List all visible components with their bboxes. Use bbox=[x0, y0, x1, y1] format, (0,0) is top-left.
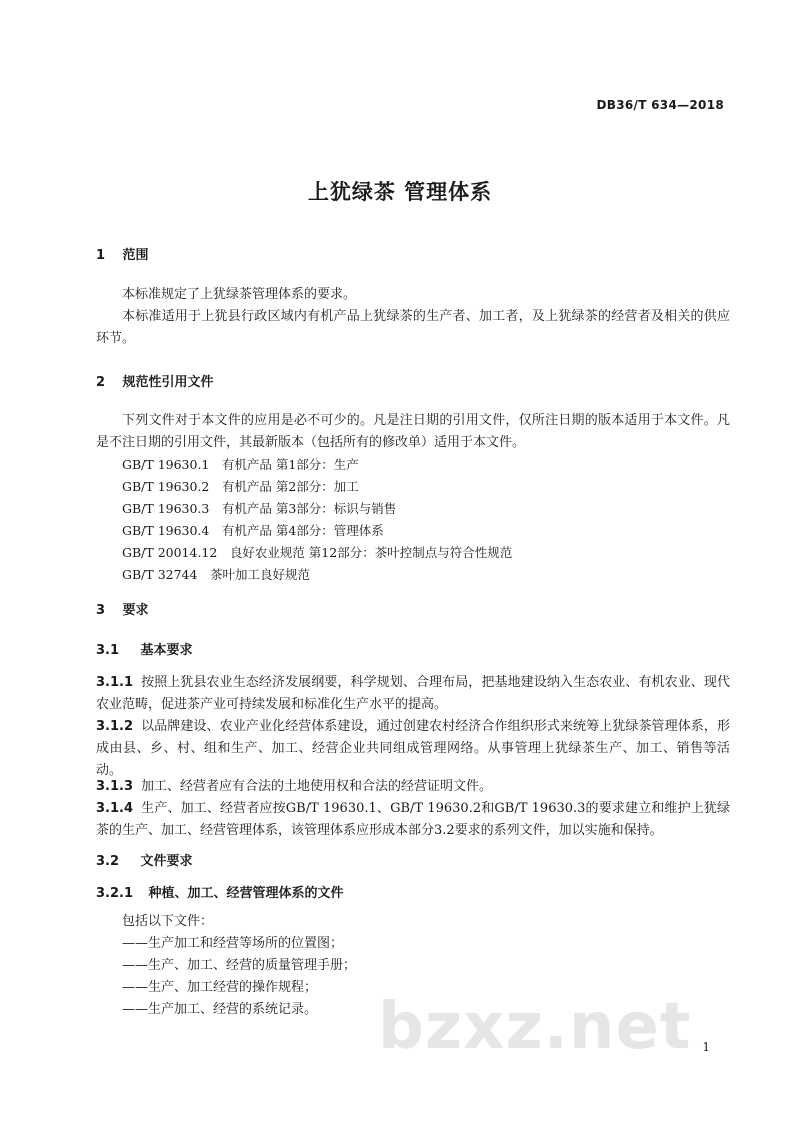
list-item: ——生产、加工经营的操作规程； bbox=[122, 980, 318, 995]
reference-item: GB/T 19630.2 有机产品 第2部分：加工 bbox=[122, 479, 359, 494]
watermark: bzxz.net bbox=[378, 990, 692, 1064]
subsection-title: 种植、加工、经营管理体系的文件 bbox=[148, 886, 344, 901]
page-number: 1 bbox=[702, 1040, 710, 1054]
document-code: DB36/T 634—2018 bbox=[596, 98, 724, 112]
scope-paragraph-2: 本标准适用于上犹县行政区域内有机产品上犹绿茶的生产者、加工者，及上犹绿茶的经营者及相关的供应环节。 bbox=[96, 309, 730, 346]
list-item: ——生产、加工、经营的质量管理手册； bbox=[122, 958, 357, 973]
subsection-title: 文件要求 bbox=[140, 854, 193, 869]
section-2-heading bbox=[96, 371, 214, 390]
subsection-3-2-heading bbox=[96, 850, 193, 869]
clause-3-1-2 bbox=[96, 716, 730, 782]
subsection-3-2-1-heading bbox=[96, 882, 344, 901]
subsection-number: 3.1 bbox=[96, 643, 120, 658]
list-item: ——生产加工和经营等场所的位置图； bbox=[122, 936, 344, 951]
reference-item: GB/T 19630.3 有机产品 第3部分：标识与销售 bbox=[122, 501, 397, 516]
clause-text: 生产、加工、经营者应按GB/T 19630.1、GB/T 19630.2和GB/T 19630.3的要求建立和维护上犹绿茶的生产、加工、经营管理体系，该管理体系应形成本部分3.2要求的系列文件，加以实施和保持。 bbox=[96, 801, 730, 838]
clause-number: 3.1.3 bbox=[96, 779, 134, 794]
clause-number: 3.1.2 bbox=[96, 719, 134, 734]
section-3-heading bbox=[96, 599, 149, 618]
clause-text: 以品牌建设、农业产业化经营体系建设，通过创建农村经济合作组织形式来统筹上犹绿茶管理体系，形成由县、乡、村、组和生产、加工、经营企业共同组成管理网络。从事管理上犹绿茶生产、加工、销售等活动。 bbox=[96, 719, 730, 778]
reference-item: GB/T 19630.1 有机产品 第1部分：生产 bbox=[122, 457, 359, 472]
section-number: 3 bbox=[96, 603, 106, 618]
reference-item: GB/T 19630.4 有机产品 第4部分：管理体系 bbox=[122, 523, 384, 538]
document-title: 上犹绿茶 管理体系 bbox=[307, 180, 493, 204]
subsection-title: 基本要求 bbox=[140, 643, 193, 658]
list-item: ——生产加工、经营的系统记录。 bbox=[122, 1002, 318, 1017]
section-number: 1 bbox=[96, 248, 106, 263]
reference-item: GB/T 20014.12 良好农业规范 第12部分：茶叶控制点与符合性规范 bbox=[122, 545, 513, 560]
clause-3-1-1 bbox=[96, 672, 730, 716]
section-1-heading bbox=[96, 244, 149, 263]
section-number: 2 bbox=[96, 375, 106, 390]
reference-item: GB/T 32744 茶叶加工良好规范 bbox=[122, 567, 310, 582]
clause-3-1-3 bbox=[96, 776, 730, 798]
list-intro: 包括以下文件： bbox=[122, 914, 214, 929]
clause-number: 3.1.4 bbox=[96, 801, 134, 816]
subsection-number: 3.2 bbox=[96, 854, 120, 869]
section-title: 规范性引用文件 bbox=[122, 375, 214, 390]
clause-number: 3.1.1 bbox=[96, 675, 134, 690]
clause-3-1-4 bbox=[96, 798, 730, 842]
references-paragraph: 下列文件对于本文件的应用是必不可少的。凡是注日期的引用文件，仅所注日期的版本适用于本文件。凡是不注日期的引用文件，其最新版本（包括所有的修改单）适用于本文件。 bbox=[96, 413, 730, 450]
section-title: 要求 bbox=[122, 603, 149, 618]
section-title: 范围 bbox=[122, 248, 149, 263]
subsection-number: 3.2.1 bbox=[96, 886, 134, 901]
subsection-3-1-heading bbox=[96, 639, 193, 658]
clause-text: 加工、经营者应有合法的土地使用权和合法的经营证明文件。 bbox=[141, 779, 493, 794]
scope-paragraph-1: 本标准规定了上犹绿茶管理体系的要求。 bbox=[122, 287, 357, 302]
clause-text: 按照上犹县农业生态经济发展纲要，科学规划、合理布局，把基地建设纳入生态农业、有机农业、现代农业范畴，促进茶产业可持续发展和标准化生产水平的提高。 bbox=[96, 675, 730, 712]
